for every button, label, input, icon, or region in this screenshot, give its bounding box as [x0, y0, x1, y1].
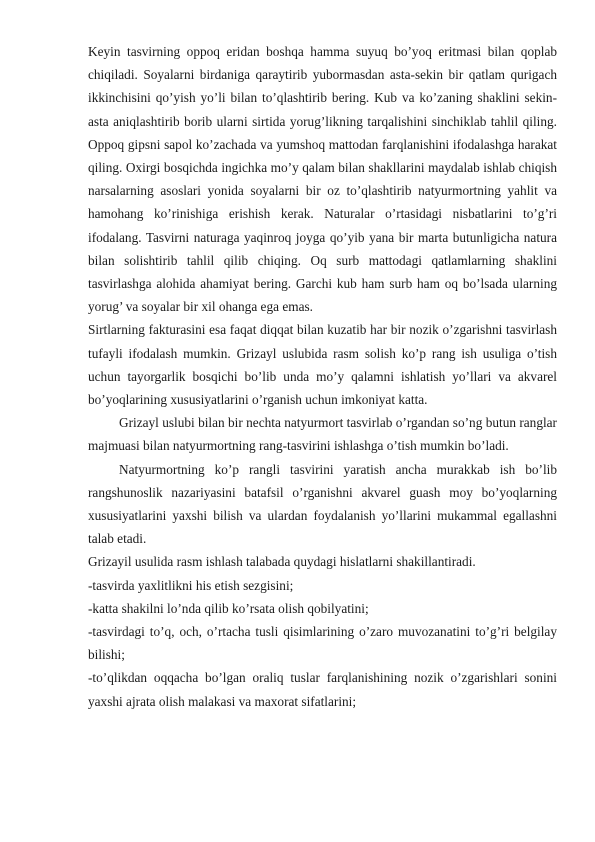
list-item: -katta shakilni lo’nda qilib ko’rsata olish qobilyatini;	[88, 600, 369, 616]
paragraph-skills-intro: Grizayil usulida rasm ishlash talabada quydagi hislatlarni shakillantiradi.	[88, 554, 476, 570]
paragraph-surface-texture: Sirtlarning fakturasini esa faqat diqqat bilan kuzatib har bir nozik o’zgarishni tasvirlash tufayli ifodalash mumkin. Grizayl uslubida rasm solish ko’p rang ish usuliga o’tish uchun tayorgarlik bosqichi bo’lib unda mo’y qalamni ishlatish yo’llari va akvarel bo’yoqlarining xususiyatlarini o’rganish uchun imkoniyat katta.	[88, 322, 557, 408]
list-item: -to’qlikdan oqqacha bo’lgan oraliq tuslar farqlanishining nozik o’zgarishlari sonini yaxshi ajrata olish malakasi va maxorat sifatlarini;	[88, 670, 557, 709]
list-item: -tasvirda yaxlitlikni his etish sezgisini;	[88, 577, 294, 593]
list-item: -tasvirdagi to’q, och, o’rtacha tusli qisimlarining o’zaro muvozanatini to’g’ri belgilay bilishi;	[88, 624, 557, 663]
document-page	[88, 40, 557, 713]
paragraph-grisaille-steps: Keyin tasvirning oppoq eridan boshqa hamma suyuq bo’yoq eritmasi bilan qoplab chiqiladi. Soyalarni birdaniga qaraytirib yubormasdan asta-sekin bir qatlam qurigach ikkinchisini qo’yish yo’li bilan to’qlashtirib bering. Kub va ko’zaning shaklini sekin-asta aniqlashtirib borib ularni sirtida yorug’likning tarqalishini sinchiklab tahlil qiling. Oppoq gipsni sapol ko’zachada va yumshoq mattodan farqlanishini ifodalashga harakat qiling. Oxirgi bosqichda ingichka mo’y qalam bilan shakllarini maydalab ishlab chiqish narsalarning asoslari yonida soyalarni bir oz to’qlashtirib natyurmortning yahlit va hamohang ko’rinishiga erishish kerak. Naturalar o’rtasidagi nisbatlarini to’g’ri ifodalang. Tasvirni naturaga yaqinroq joyga qo’yib yana bir marta butunligicha natura bilan solishtirib tahlil qilib chiqing. Oq surb mattodagi qatlamlarning shaklini tasvirlashga alohida ahamiyat bering. Garchi kub ham surb ham oq bo’lsada ularning yorug’ va soyalar bir xil ohanga ega emas.	[88, 44, 557, 315]
paragraph-multicolor-still-life: Natyurmortning ko’p rangli tasvirini yaratish ancha murakkab ish bo’lib rangshunoslik nazariyasini batafsil o’rganishni akvarel guash moy bo’yoqlarning xususiyatlarini yaxshi bilish va ulardan foydalanish yo’llarini mukammal egallashni talab etadi.	[88, 461, 557, 547]
paragraph-color-transition: Grizayl uslubi bilan bir nechta natyurmort tasvirlab o’rgandan so’ng butun ranglar majmuasi bilan natyurmortning rang-tasvirini ishlashga o’tish mumkin bo’ladi.	[88, 415, 557, 454]
